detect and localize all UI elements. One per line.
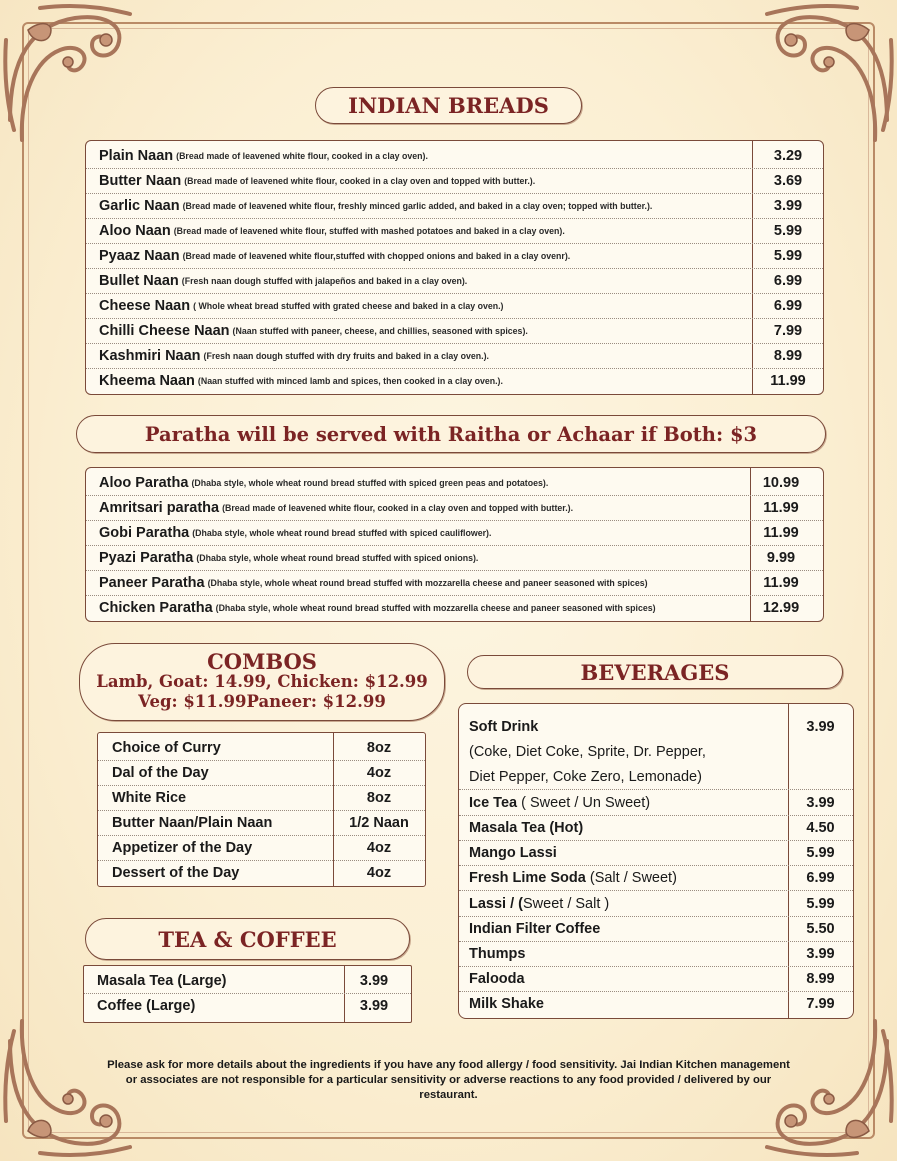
beverage-name: Falooda — [469, 970, 525, 987]
table-row — [459, 739, 853, 764]
beverage-name: Fresh Lime Soda — [469, 869, 586, 886]
item-desc: (Bread made of leavened white flour, stuffed with mashed potatoes and baked in a clay oven). — [173, 225, 565, 236]
beverage-extra: Diet Pepper, Coke Zero, Lemonade) — [469, 768, 702, 785]
item-price: 11.99 — [763, 524, 799, 541]
table-row — [459, 840, 853, 866]
beverage-price: 3.99 — [806, 794, 835, 811]
table-row — [86, 570, 823, 596]
item-price: 12.99 — [762, 599, 800, 616]
beverage-price: 5.99 — [806, 844, 835, 861]
tea-coffee-item: Masala Tea (Large) — [97, 972, 227, 989]
table-row — [86, 268, 823, 294]
item-price: 3.29 — [773, 147, 803, 164]
item-name: Paneer Paratha — [99, 574, 205, 591]
table-row — [86, 243, 823, 269]
tea-coffee-item: Coffee (Large) — [97, 997, 196, 1014]
table-row — [98, 810, 425, 836]
item-desc: (Bread made of leavened white flour, cooked in a clay oven and topped with butter.). — [222, 502, 574, 513]
combos-title: COMBOS — [207, 649, 317, 674]
item-price: 7.99 — [773, 322, 803, 339]
beverage-name: Milk Shake — [469, 995, 544, 1012]
combo-item: Dal of the Day — [112, 764, 209, 781]
table-row — [98, 835, 425, 861]
table-row — [86, 495, 823, 521]
table-row — [84, 993, 411, 1018]
table-row — [86, 143, 823, 169]
table-row — [459, 991, 853, 1016]
item-price: 6.99 — [773, 297, 803, 314]
beverage-name: Soft Drink — [469, 718, 539, 735]
parathas-table — [85, 467, 824, 622]
table-row — [459, 764, 853, 790]
beverage-name: Indian Filter Coffee — [469, 920, 601, 937]
item-desc: (Bread made of leavened white flour, cooked in a clay oven). — [176, 150, 428, 161]
item-name: Pyaaz Naan — [99, 247, 180, 264]
item-price: 9.99 — [766, 549, 796, 566]
item-desc: (Bread made of leavened white flour,stuffed with chopped onions and baked in a clay ovenr). — [182, 250, 571, 261]
beverage-price: 5.50 — [806, 920, 835, 937]
tea-coffee-heading — [85, 918, 410, 960]
item-name: Garlic Naan — [99, 197, 180, 214]
combo-item: White Rice — [112, 789, 187, 806]
allergy-disclaimer: Please ask for more details about the ingredients if you have any food allergy / food sensitivity. Jai Indian Kitchen management or associates are not responsible for a particular sensitivity or adverse reactions to any food provided / delivered by our restaurant. — [107, 1059, 790, 1101]
table-row — [98, 860, 425, 885]
combo-qty: 4oz — [366, 839, 392, 856]
item-desc: (Bread made of leavened white flour, freshly minced garlic added, and baked in a clay oven; topped with butter.). — [182, 200, 653, 211]
beverage-name: Thumps — [469, 945, 526, 962]
item-desc: (Dhaba style, whole wheat round bread stuffed with spiced green peas and potatoes). — [191, 477, 549, 488]
ornament-corner-icon — [747, 0, 897, 150]
breads-heading — [315, 87, 582, 124]
combos-heading — [79, 643, 445, 721]
combo-qty: 8oz — [366, 789, 392, 806]
beverage-price: 5.99 — [806, 895, 835, 912]
item-name: Cheese Naan — [99, 297, 191, 314]
item-desc: (Bread made of leavened white flour, cooked in a clay oven and topped with butter.). — [184, 175, 536, 186]
beverage-price: 3.99 — [806, 945, 835, 962]
beverage-name: Ice Tea — [469, 794, 518, 811]
combos-line1: Lamb, Goat: 14.99, Chicken: $12.99 — [96, 672, 428, 691]
combo-qty: 1/2 Naan — [349, 814, 409, 831]
item-price: 10.99 — [762, 474, 800, 491]
table-row — [86, 218, 823, 244]
beverage-name: Mango Lassi — [469, 844, 557, 861]
combo-qty: 4oz — [366, 764, 392, 781]
beverage-price: 3.99 — [806, 718, 835, 735]
item-desc: (Naan stuffed with paneer, cheese, and chillies, seasoned with spices). — [232, 325, 528, 336]
table-row — [98, 735, 425, 761]
combo-item: Choice of Curry — [112, 739, 221, 756]
item-name: Aloo Naan — [99, 222, 171, 239]
beverage-extra: ( Sweet / Un Sweet) — [517, 794, 651, 811]
beverage-extra: (Salt / Sweet) — [585, 869, 677, 886]
item-desc: (Naan stuffed with minced lamb and spices, then cooked in a clay oven.). — [197, 375, 503, 386]
table-row — [86, 470, 823, 496]
item-price: 5.99 — [773, 222, 803, 239]
table-row — [86, 193, 823, 219]
item-desc: (Dhaba style, whole wheat round bread stuffed with spiced onions). — [196, 552, 479, 563]
combo-qty: 4oz — [366, 864, 392, 881]
item-name: Chicken Paratha — [99, 599, 213, 616]
breads-heading-text: INDIAN BREADS — [348, 93, 549, 118]
table-row — [459, 865, 853, 891]
item-name: Aloo Paratha — [99, 474, 189, 491]
item-name: Pyazi Paratha — [99, 549, 194, 566]
item-price: 8.99 — [773, 347, 803, 364]
table-row — [459, 916, 853, 942]
table-row — [98, 785, 425, 811]
item-price: 5.99 — [773, 247, 803, 264]
item-name: Kheema Naan — [99, 372, 195, 389]
combo-item: Appetizer of the Day — [112, 839, 253, 856]
item-price: 3.69 — [773, 172, 803, 189]
item-price: 11.99 — [770, 372, 806, 389]
breads-table — [85, 140, 824, 395]
table-row — [459, 941, 853, 967]
tea-coffee-heading-text: TEA & COFFEE — [158, 926, 337, 952]
table-row — [86, 368, 823, 393]
item-name: Plain Naan — [99, 147, 174, 164]
item-price: 11.99 — [763, 574, 799, 591]
item-name: Kashmiri Naan — [99, 347, 201, 364]
beverage-price: 7.99 — [806, 995, 835, 1012]
item-name: Butter Naan — [99, 172, 182, 189]
item-price: 3.99 — [773, 197, 803, 214]
table-row — [98, 760, 425, 786]
beverage-extra: Sweet / Salt ) — [523, 895, 610, 912]
tea-coffee-price: 3.99 — [359, 972, 389, 989]
item-name: Bullet Naan — [99, 272, 179, 289]
table-row — [459, 966, 853, 992]
item-name: Gobi Paratha — [99, 524, 190, 541]
item-desc: (Dhaba style, whole wheat round bread stuffed with spiced cauliflower). — [192, 527, 492, 538]
item-price: 11.99 — [763, 499, 799, 516]
combo-item: Butter Naan/Plain Naan — [112, 814, 273, 831]
table-row — [459, 891, 853, 917]
table-row — [86, 595, 823, 620]
beverages-heading-text: BEVERAGES — [580, 659, 730, 685]
combos-table — [97, 732, 426, 887]
beverages-table — [458, 703, 854, 1019]
item-name: Amritsari paratha — [99, 499, 220, 516]
tea-coffee-price: 3.99 — [359, 997, 389, 1014]
item-desc: (Dhaba style, whole wheat round bread stuffed with mozzarella cheese and paneer seasoned with spices) — [207, 577, 648, 588]
table-row — [84, 968, 411, 994]
paratha-note-text: Paratha will be served with Raitha or Achaar if Both: $3 — [144, 422, 758, 446]
table-row — [86, 168, 823, 194]
tea-coffee-table — [83, 965, 412, 1023]
table-row — [459, 790, 853, 816]
item-desc: (Fresh naan dough stuffed with dry fruits and baked in a clay oven.). — [203, 350, 489, 361]
item-desc: ( Whole wheat bread stuffed with grated cheese and baked in a clay oven.) — [193, 300, 504, 311]
ornament-corner-icon — [0, 0, 150, 150]
beverage-price: 8.99 — [806, 970, 835, 987]
item-price: 6.99 — [773, 272, 803, 289]
table-row — [86, 520, 823, 546]
paratha-note-banner — [76, 415, 826, 453]
combos-line2: Veg: $11.99Paneer: $12.99 — [138, 692, 386, 711]
table-row — [459, 815, 853, 841]
table-row — [86, 293, 823, 319]
item-name: Chilli Cheese Naan — [99, 322, 230, 339]
table-row — [459, 714, 853, 739]
beverage-name: Masala Tea (Hot) — [469, 819, 584, 836]
beverage-price: 6.99 — [806, 869, 835, 886]
table-row — [86, 318, 823, 344]
item-desc: (Dhaba style, whole wheat round bread stuffed with mozzarella cheese and paneer seasoned with spices) — [215, 602, 656, 613]
combo-qty: 8oz — [366, 739, 392, 756]
table-row — [86, 545, 823, 571]
beverage-price: 4.50 — [806, 819, 835, 836]
beverages-heading — [467, 655, 843, 689]
beverage-name: Lassi / ( — [469, 895, 523, 912]
combo-item: Dessert of the Day — [112, 864, 240, 881]
item-desc: (Fresh naan dough stuffed with jalapeños and baked in a clay oven). — [181, 275, 468, 286]
beverage-extra: (Coke, Diet Coke, Sprite, Dr. Pepper, — [469, 743, 706, 760]
table-row — [86, 343, 823, 369]
